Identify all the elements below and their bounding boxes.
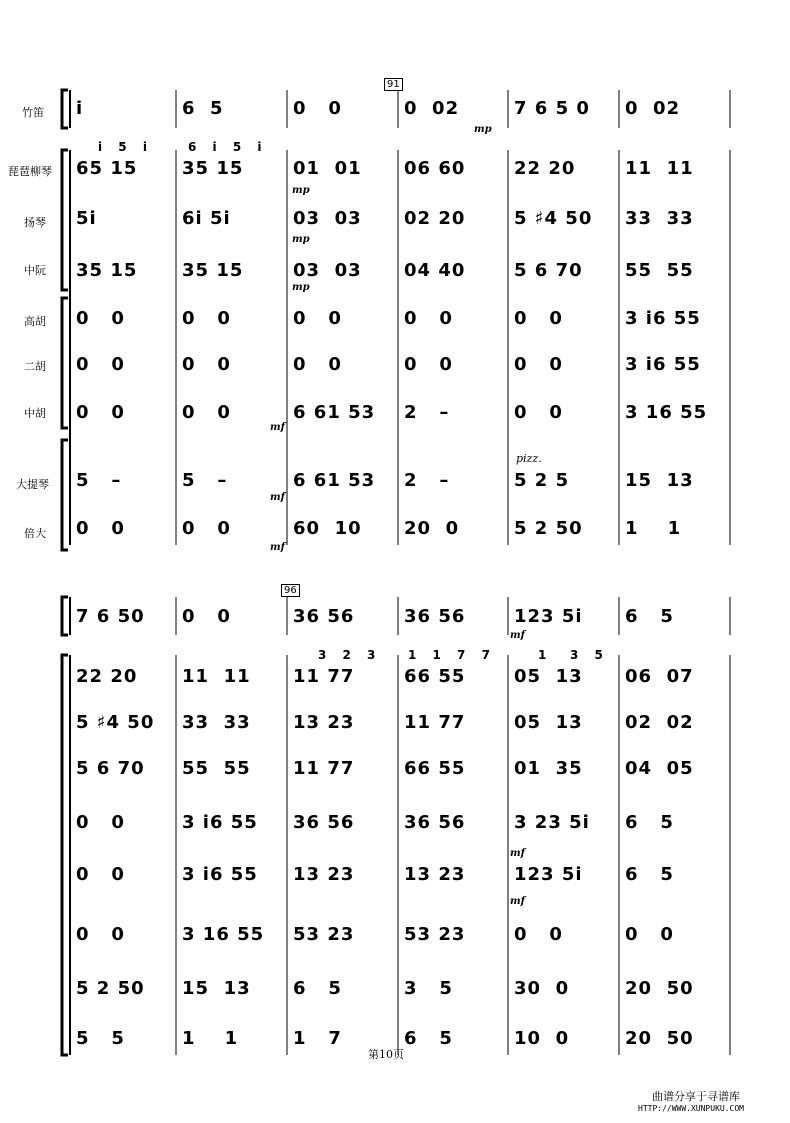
brand-text: 曲谱分享于寻谱库 xyxy=(652,1090,740,1103)
measure-cell: 0 0 xyxy=(76,308,125,329)
dynamic-mark: mf xyxy=(270,422,285,433)
bracket-bass xyxy=(62,440,68,550)
measure-cell: 1 1 xyxy=(182,1028,239,1049)
measure-cell: 3 23 5i xyxy=(514,812,590,833)
bracket-plucked xyxy=(62,150,68,290)
measure-cell: 0 0 xyxy=(514,924,563,945)
measure-cell: 5 2 50 xyxy=(76,978,145,999)
measure-cell: 0 0 xyxy=(76,864,125,885)
measure-cell: 13 23 xyxy=(404,864,466,885)
measure-cell: 6i 5i xyxy=(182,208,231,229)
measure-cell: 22 20 xyxy=(514,158,576,179)
measure-cell: 0 0 xyxy=(293,98,342,119)
measure-cell: 5 ♯4 50 xyxy=(514,208,593,229)
measure-cell: 60 10 xyxy=(293,518,362,539)
measure-cell: 11 11 xyxy=(182,666,251,687)
measure-cell: 36 56 xyxy=(293,606,355,627)
measure-cell: 1 7 xyxy=(293,1028,342,1049)
measure-cell: 5 6 70 xyxy=(514,260,583,281)
measure-cell: 20 0 xyxy=(404,518,460,539)
measure-cell: 5 – xyxy=(182,470,228,491)
measure-cell: 11 77 xyxy=(293,666,355,687)
measure-cell: 6 5 xyxy=(182,98,224,119)
measure-cell: 0 0 xyxy=(182,606,231,627)
measure-cell: 6 5 xyxy=(404,1028,453,1049)
measure-cell: 5i xyxy=(76,208,97,229)
dynamic-mark: mp xyxy=(292,185,310,196)
measure-cell: 36 56 xyxy=(404,606,466,627)
measure-cell: 0 0 xyxy=(625,924,674,945)
measure-cell: 01 35 xyxy=(514,758,583,779)
upper-numbers: i 5 i xyxy=(98,140,153,154)
measure-cell: 35 15 xyxy=(76,260,138,281)
measure-cell: 0 0 xyxy=(76,402,125,423)
label-gaohu: 高胡 xyxy=(24,315,46,328)
measure-cell: 0 0 xyxy=(514,354,563,375)
rehearsal-mark-91: 91 xyxy=(384,78,403,91)
label-zhonghu: 中胡 xyxy=(24,407,46,420)
measure-cell: 36 56 xyxy=(404,812,466,833)
measure-cell: 3 i6 55 xyxy=(182,864,258,885)
measure-cell: 7 6 50 xyxy=(76,606,145,627)
measure-cell: 0 0 xyxy=(293,354,342,375)
measure-cell: 03 03 xyxy=(293,208,362,229)
label-contrabass: 倍大 xyxy=(24,527,46,540)
measure-cell: 33 33 xyxy=(182,712,251,733)
dynamic-mark: mf xyxy=(270,542,285,553)
measure-cell: 15 13 xyxy=(182,978,251,999)
measure-cell: 65 15 xyxy=(76,158,138,179)
measure-cell: 6 5 xyxy=(625,606,674,627)
brand-url: HTTP://WWW.XUNPUKU.COM xyxy=(638,1104,744,1113)
upper-numbers: 3 5 xyxy=(570,648,609,662)
measure-cell: 6 5 xyxy=(293,978,342,999)
measure-cell: 05 13 xyxy=(514,666,583,687)
measure-cell: 05 13 xyxy=(514,712,583,733)
bracket-bowed xyxy=(62,298,68,428)
measure-cell: 0 0 xyxy=(76,924,125,945)
measure-cell: 3 i6 55 xyxy=(625,308,701,329)
dynamic-mark: mp xyxy=(474,124,492,135)
measure-cell: 0 02 xyxy=(625,98,681,119)
measure-cell: 0 0 xyxy=(514,308,563,329)
measure-cell: 0 0 xyxy=(76,354,125,375)
dynamic-mark: mp xyxy=(292,282,310,293)
dynamic-mark: mf xyxy=(270,492,285,503)
measure-cell: 01 01 xyxy=(293,158,362,179)
measure-cell: 0 0 xyxy=(404,308,453,329)
measure-cell: 33 33 xyxy=(625,208,694,229)
label-pipa-liuqin: 琵琶柳琴 xyxy=(8,165,52,178)
measure-cell: 0 0 xyxy=(182,402,231,423)
measure-cell: 20 50 xyxy=(625,978,694,999)
measure-cell: 6 61 53 xyxy=(293,470,376,491)
label-zhongruan: 中阮 xyxy=(24,264,46,277)
measure-cell: 0 02 xyxy=(404,98,460,119)
measure-cell: 6 5 xyxy=(625,864,674,885)
label-yangqin: 扬琴 xyxy=(24,216,46,229)
measure-cell: 13 23 xyxy=(293,712,355,733)
measure-cell: 53 23 xyxy=(293,924,355,945)
dynamic-mark: mf xyxy=(510,848,525,859)
measure-cell: 5 2 50 xyxy=(514,518,583,539)
label-dizi: 竹笛 xyxy=(22,106,44,119)
measure-cell: 6 5 xyxy=(625,812,674,833)
measure-cell: 7 6 5 0 xyxy=(514,98,590,119)
measure-cell: 66 55 xyxy=(404,666,466,687)
measure-cell: 5 2 5 xyxy=(514,470,570,491)
label-erhu: 二胡 xyxy=(24,360,46,373)
measure-cell: 0 0 xyxy=(514,402,563,423)
measure-cell: 3 i6 55 xyxy=(625,354,701,375)
bracket-strings xyxy=(62,655,68,1055)
measure-cell: 53 23 xyxy=(404,924,466,945)
measure-cell: 0 0 xyxy=(76,812,125,833)
measure-cell: 22 20 xyxy=(76,666,138,687)
measure-cell: 123 5i xyxy=(514,864,583,885)
measure-cell: 11 11 xyxy=(625,158,694,179)
measure-cell: 0 0 xyxy=(182,354,231,375)
bracket-winds xyxy=(62,597,68,635)
measure-cell: 5 6 70 xyxy=(76,758,145,779)
measure-cell: 35 15 xyxy=(182,260,244,281)
measure-cell: 20 50 xyxy=(625,1028,694,1049)
measure-cell: 123 5i xyxy=(514,606,583,627)
measure-cell: 5 ♯4 50 xyxy=(76,712,155,733)
measure-cell: 66 55 xyxy=(404,758,466,779)
measure-cell: 6 61 53 xyxy=(293,402,376,423)
upper-numbers: 6 i 5 i xyxy=(188,140,268,154)
upper-numbers: 3 2 3 xyxy=(318,648,382,662)
measure-cell: 04 40 xyxy=(404,260,466,281)
measure-cell: 3 i6 55 xyxy=(182,812,258,833)
page-number: 第10页 xyxy=(368,1048,404,1061)
measure-cell: 0 0 xyxy=(182,308,231,329)
measure-cell: 55 55 xyxy=(625,260,694,281)
upper-numbers: 1 xyxy=(538,648,553,662)
measure-cell: 3 5 xyxy=(404,978,453,999)
measure-cell: 2 – xyxy=(404,470,450,491)
bracket-winds xyxy=(62,90,68,128)
measure-cell: 0 0 xyxy=(76,518,125,539)
measure-cell: 2 – xyxy=(404,402,450,423)
measure-cell: 10 0 xyxy=(514,1028,570,1049)
measure-cell: 15 13 xyxy=(625,470,694,491)
measure-cell: 03 03 xyxy=(293,260,362,281)
measure-cell: 02 02 xyxy=(625,712,694,733)
measure-cell: 11 77 xyxy=(293,758,355,779)
pizz-marking: pizz. xyxy=(516,452,542,465)
measure-cell: 13 23 xyxy=(293,864,355,885)
measure-cell: 11 77 xyxy=(404,712,466,733)
measure-cell: 04 05 xyxy=(625,758,694,779)
label-cello: 大提琴 xyxy=(16,478,49,491)
measure-cell: 1 1 xyxy=(625,518,682,539)
measure-cell: 36 56 xyxy=(293,812,355,833)
measure-cell: i xyxy=(76,98,84,119)
measure-cell: 5 5 xyxy=(76,1028,125,1049)
upper-numbers: 1 1 7 7 xyxy=(408,648,496,662)
measure-cell: 3 16 55 xyxy=(625,402,708,423)
measure-cell: 5 – xyxy=(76,470,122,491)
rehearsal-mark-96: 96 xyxy=(281,584,300,597)
measure-cell: 06 07 xyxy=(625,666,694,687)
measure-cell: 0 0 xyxy=(404,354,453,375)
measure-cell: 30 0 xyxy=(514,978,570,999)
measure-cell: 35 15 xyxy=(182,158,244,179)
dynamic-mark: mf xyxy=(510,630,525,641)
measure-cell: 02 20 xyxy=(404,208,466,229)
measure-cell: 0 0 xyxy=(182,518,231,539)
dynamic-mark: mp xyxy=(292,234,310,245)
measure-cell: 06 60 xyxy=(404,158,466,179)
measure-cell: 55 55 xyxy=(182,758,251,779)
measure-cell: 0 0 xyxy=(293,308,342,329)
dynamic-mark: mf xyxy=(510,896,525,907)
measure-cell: 3 16 55 xyxy=(182,924,265,945)
